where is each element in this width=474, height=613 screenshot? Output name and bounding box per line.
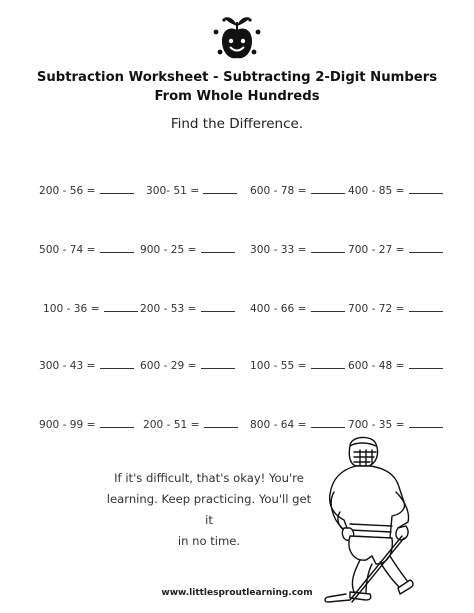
answer-blank[interactable] [100, 359, 134, 369]
answer-blank[interactable] [311, 359, 345, 369]
problem-expression: 300- 51 = [146, 185, 200, 197]
problem-expression: 100 - 36 = [43, 303, 100, 315]
problem-expression: 200 - 53 = [140, 303, 197, 315]
problem-item [39, 243, 134, 257]
problem-item [43, 302, 138, 316]
answer-blank[interactable] [201, 359, 235, 369]
problem-item [140, 243, 235, 257]
problem-item [250, 418, 345, 432]
problem-item [250, 243, 345, 257]
answer-blank[interactable] [409, 302, 443, 312]
problem-expression: 900 - 99 = [39, 419, 96, 431]
apple-sprout-logo-icon [210, 10, 264, 66]
problem-item [348, 184, 443, 198]
problem-expression: 200 - 51 = [143, 419, 200, 431]
problem-item [348, 359, 443, 373]
answer-blank[interactable] [100, 184, 134, 194]
footer-url[interactable]: www.littlesproutlearning.com [161, 588, 313, 598]
answer-blank[interactable] [409, 359, 443, 369]
problem-item [39, 418, 134, 432]
problem-item [250, 302, 345, 316]
problem-item [140, 359, 235, 373]
problem-expression: 600 - 29 = [140, 360, 197, 372]
answer-blank[interactable] [104, 302, 138, 312]
hockey-player-icon [310, 432, 438, 607]
answer-blank[interactable] [311, 302, 345, 312]
problem-item [140, 302, 235, 316]
problem-item [348, 418, 443, 432]
problem-item [143, 418, 238, 432]
problem-item [250, 359, 345, 373]
problem-item [39, 184, 134, 198]
problem-item [348, 302, 443, 316]
answer-blank[interactable] [201, 302, 235, 312]
answer-blank[interactable] [204, 418, 238, 428]
problem-expression: 300 - 43 = [39, 360, 96, 372]
encouragement-line: learning. Keep practicing. You'll get it [106, 492, 312, 527]
problem-expression: 800 - 64 = [250, 419, 307, 431]
problem-item [250, 184, 345, 198]
problem-expression: 700 - 72 = [348, 303, 405, 315]
problem-expression: 300 - 33 = [250, 244, 307, 256]
problem-expression: 600 - 78 = [250, 185, 307, 197]
answer-blank[interactable] [311, 418, 345, 428]
instruction-text: Find the Difference. [170, 116, 304, 132]
encouragement-text [106, 468, 312, 552]
problem-expression: 200 - 56 = [39, 185, 96, 197]
answer-blank[interactable] [100, 418, 134, 428]
answer-blank[interactable] [409, 243, 443, 253]
problem-expression: 600 - 48 = [348, 360, 405, 372]
worksheet-title-line1: Subtraction Worksheet - Subtracting 2-Digit Numbers [36, 70, 438, 85]
worksheet-title-line2: From Whole Hundreds [154, 89, 320, 104]
problem-expression: 700 - 35 = [348, 419, 405, 431]
answer-blank[interactable] [100, 243, 134, 253]
problem-item [348, 243, 443, 257]
problem-item [39, 359, 134, 373]
answer-blank[interactable] [201, 243, 235, 253]
problem-expression: 400 - 85 = [348, 185, 405, 197]
problem-expression: 700 - 27 = [348, 244, 405, 256]
problem-expression: 900 - 25 = [140, 244, 197, 256]
answer-blank[interactable] [311, 243, 345, 253]
problem-item [146, 184, 237, 198]
problem-expression: 100 - 55 = [250, 360, 307, 372]
answer-blank[interactable] [409, 184, 443, 194]
encouragement-line: in no time. [177, 534, 241, 548]
answer-blank[interactable] [409, 418, 443, 428]
answer-blank[interactable] [203, 184, 237, 194]
encouragement-line: If it's difficult, that's okay! You're [114, 471, 304, 485]
problem-expression: 400 - 66 = [250, 303, 307, 315]
answer-blank[interactable] [311, 184, 345, 194]
problem-expression: 500 - 74 = [39, 244, 96, 256]
